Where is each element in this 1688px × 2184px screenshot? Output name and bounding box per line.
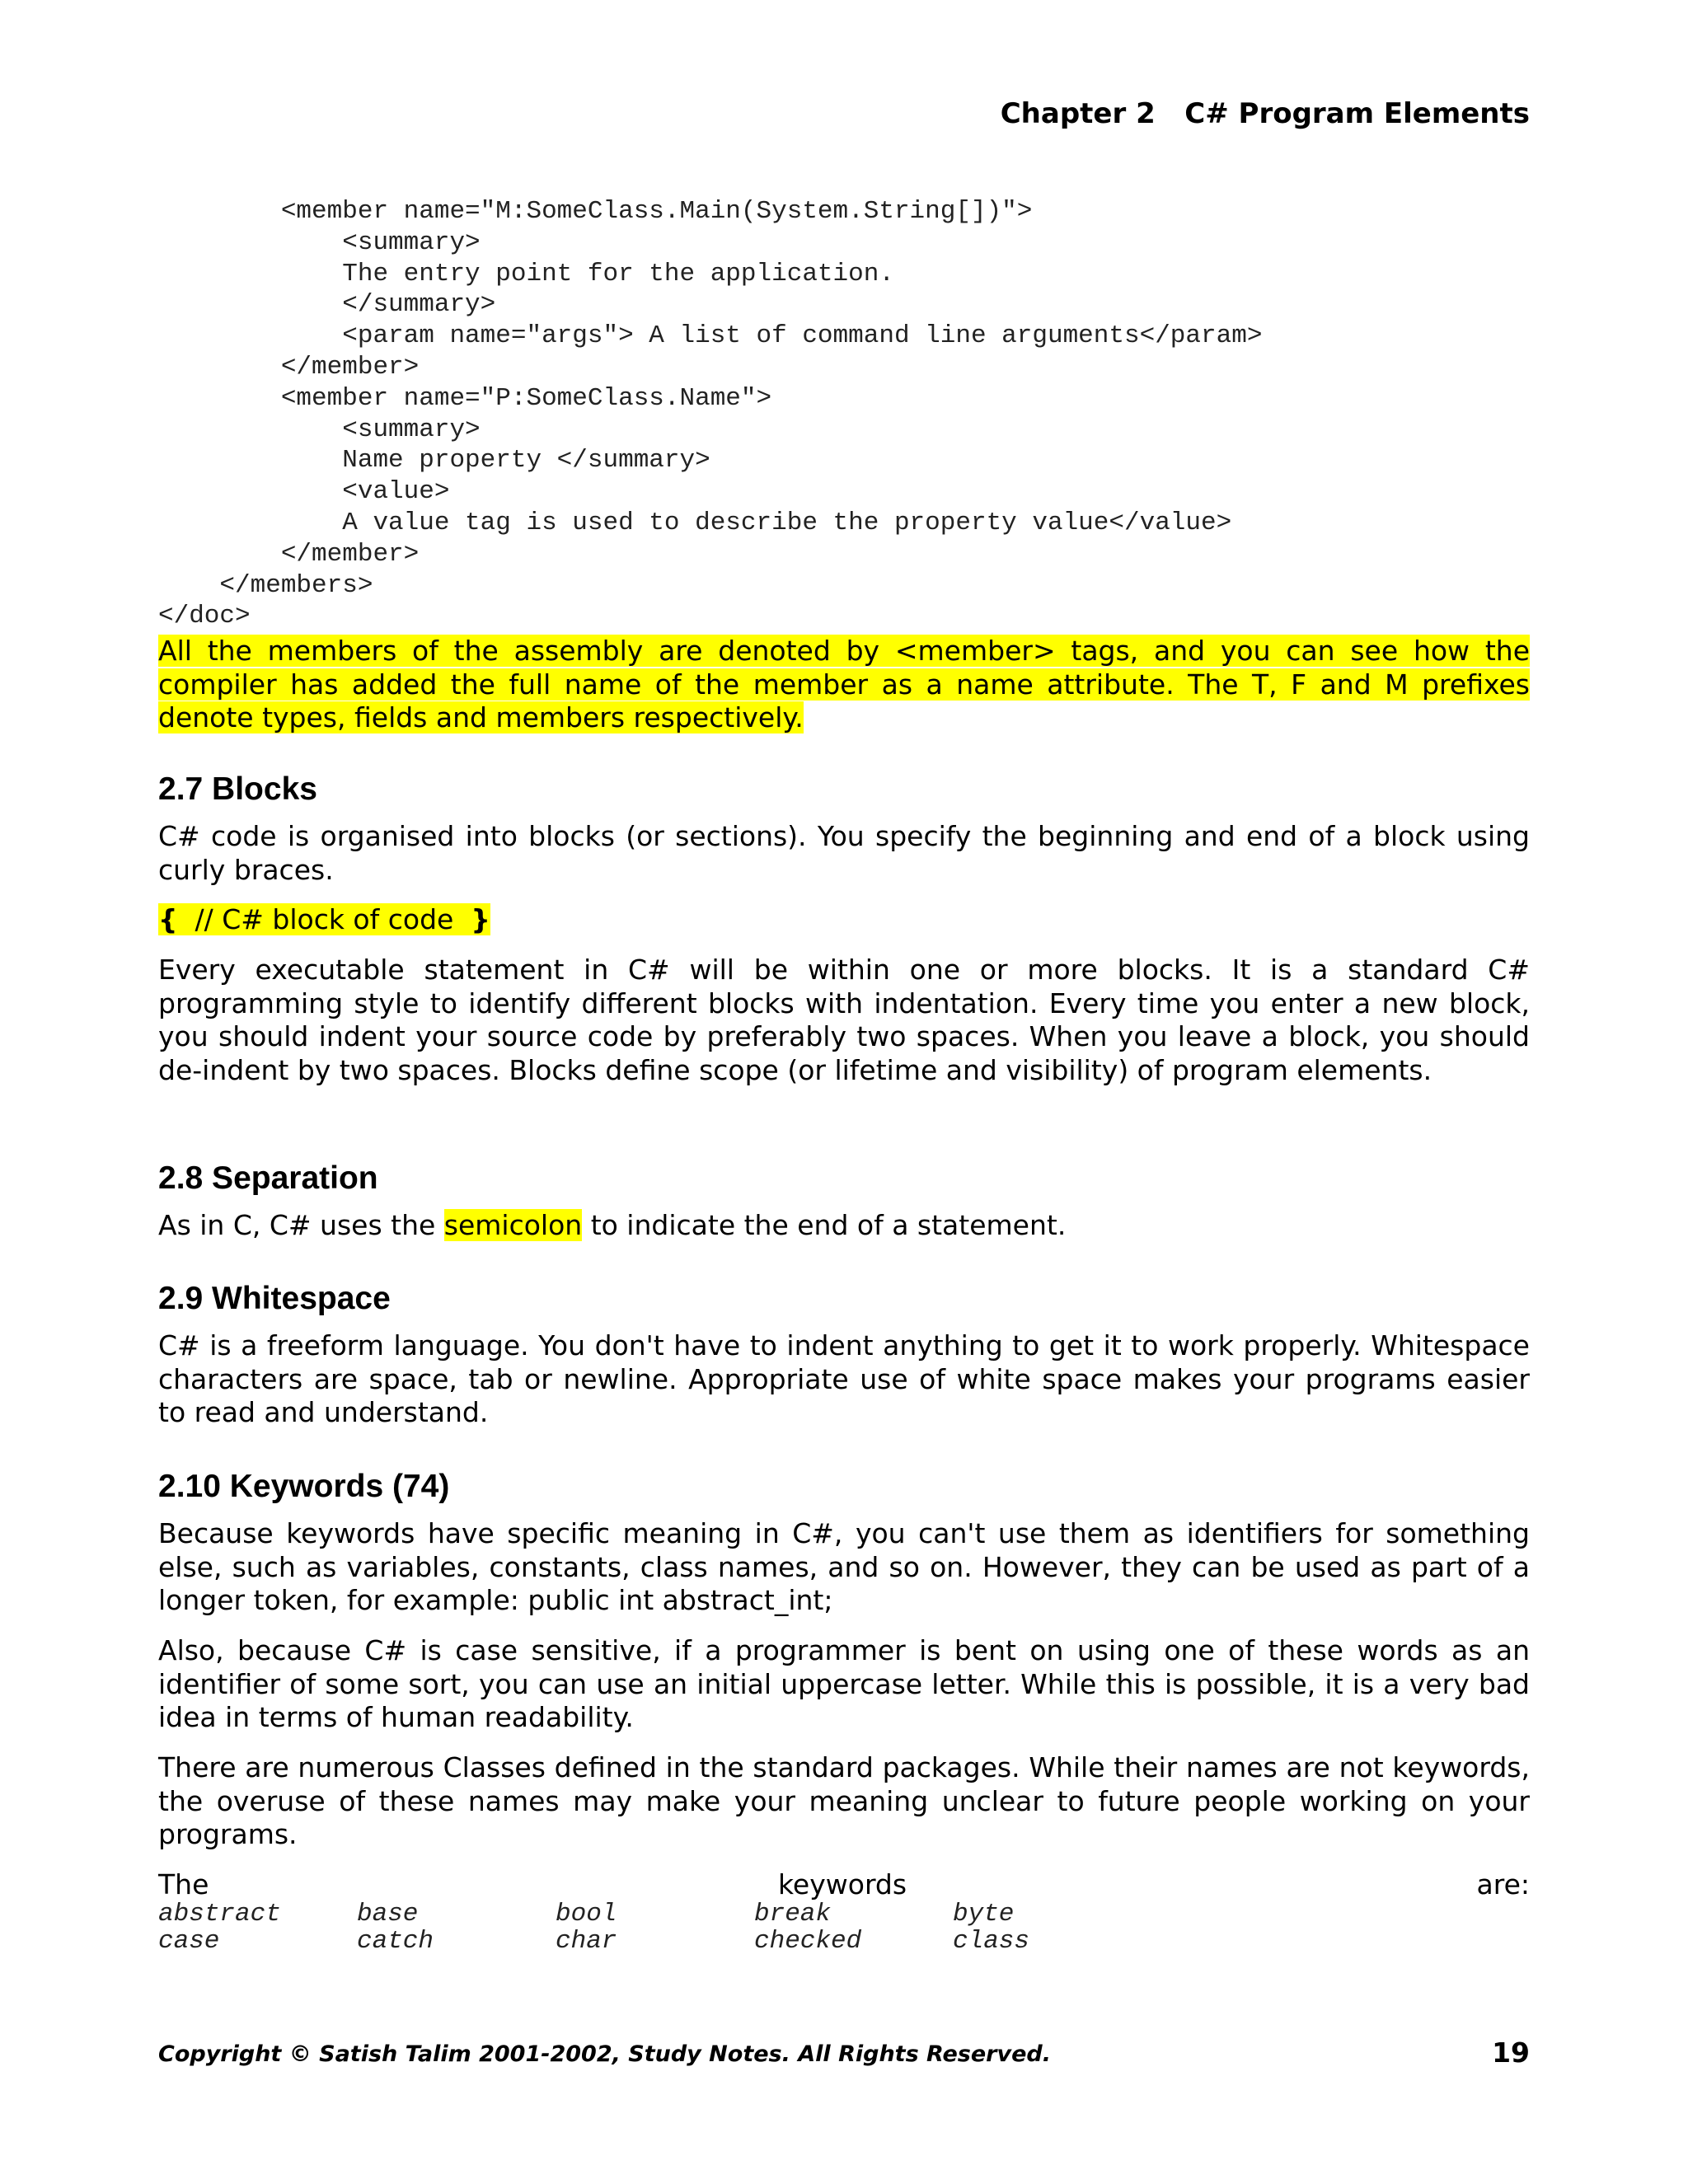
- keyword-cell: checked: [754, 1927, 862, 1956]
- semicolon-highlight: semicolon: [443, 1209, 583, 1241]
- section-heading-keywords: 2.10 Keywords (74): [158, 1469, 450, 1504]
- section-heading-whitespace: 2.9 Whitespace: [158, 1281, 391, 1316]
- code-line: A value tag is used to describe the property value</value>: [158, 508, 1232, 537]
- highlighted-text: All the members of the assembly are denoted by <member> tags, and you can see how the compiler has added the full name of the member as a name attribute. The T, F and M prefixes denote types, fields and members respectively.: [158, 635, 1530, 734]
- keywords-lead-left: The: [158, 1868, 209, 1900]
- code-line: <summary>: [158, 415, 481, 444]
- close-brace: }: [471, 903, 490, 935]
- whitespace-paragraph: C# is a freeform language. You don't have to indent anything to get it to work properly. Whitespace characters are space, tab or newline. Appropriate use of white space makes your programs easier to read and understand.: [158, 1329, 1530, 1429]
- keyword-cell: break: [754, 1900, 832, 1929]
- code-line: </member>: [158, 352, 420, 382]
- intro-paragraph-wrap: [158, 635, 1530, 735]
- code-line: </summary>: [158, 290, 496, 320]
- separation-para-wrap: [158, 1209, 1530, 1243]
- keyword-cell: char: [556, 1927, 617, 1956]
- separation-text-after: to indicate the end of a statement.: [582, 1209, 1067, 1241]
- section-heading-separation: 2.8 Separation: [158, 1160, 378, 1196]
- keywords-lead-right: are:: [1476, 1868, 1530, 1900]
- code-line: <summary>: [158, 227, 481, 257]
- code-line: </members>: [158, 570, 373, 600]
- keywords-para2-wrap: [158, 1634, 1530, 1735]
- code-line: <value>: [158, 477, 450, 507]
- keyword-cell: base: [357, 1900, 419, 1929]
- blocks-paragraph-2: Every executable statement in C# will be within one or more blocks. It is a standard C# programming style to identify different blocks with indentation. Every time you enter a new block, you should indent your source code by preferably two spaces. When you leave a block, you should de-indent by two spaces. Blocks define scope (or lifetime and visibility) of program elements.: [158, 954, 1530, 1086]
- code-line: </member>: [158, 539, 420, 569]
- blocks-paragraph-1: C# code is organised into blocks (or sections). You specify the beginning and end of a block using curly braces.: [158, 820, 1530, 886]
- separation-paragraph: [158, 1209, 1530, 1243]
- whitespace-para-wrap: [158, 1329, 1530, 1430]
- keyword-cell: bool: [556, 1900, 617, 1929]
- code-line: <member name="P:SomeClass.Name">: [158, 383, 772, 413]
- block-comment: // C# block of code: [177, 903, 471, 935]
- keyword-cell: byte: [953, 1900, 1015, 1929]
- block-example-highlight: [158, 903, 490, 935]
- keyword-cell: class: [953, 1927, 1030, 1956]
- keyword-cell: abstract: [158, 1900, 281, 1929]
- keywords-para3-wrap: [158, 1751, 1530, 1852]
- keywords-paragraph-2: Also, because C# is case sensitive, if a programmer is bent on using one of these words as an identifier of some sort, you can use an initial uppercase letter. While this is possible, it is a very bad idea in terms of human readability.: [158, 1634, 1530, 1734]
- page-number: 19: [1492, 2036, 1530, 2069]
- code-line: The entry point for the application.: [158, 259, 894, 288]
- blocks-para1-wrap: [158, 820, 1530, 887]
- section-heading-blocks: 2.7 Blocks: [158, 771, 317, 807]
- code-block-example: [158, 903, 490, 936]
- keywords-paragraph-1: Because keywords have specific meaning in C#, you can't use them as identifiers for something else, such as variables, constants, class names, and so on. However, they can be used as part of a longer token, for example: public int abstract_int;: [158, 1517, 1530, 1617]
- code-line: </doc>: [158, 602, 251, 631]
- keywords-lead-mid: keywords: [778, 1868, 907, 1900]
- code-line: Name property </summary>: [158, 446, 710, 476]
- keywords-para1-wrap: [158, 1517, 1530, 1618]
- keywords-paragraph-3: There are numerous Classes defined in the standard packages. While their names are not keywords, the overuse of these names may make your meaning unclear to future people working on your programs.: [158, 1751, 1530, 1851]
- copyright-footer: Copyright © Satish Talim 2001-2002, Study Notes. All Rights Reserved.: [158, 2041, 1051, 2067]
- separation-text-before: As in C, C# uses the: [158, 1209, 444, 1241]
- keyword-cell: catch: [357, 1927, 434, 1956]
- keyword-cell: case: [158, 1927, 220, 1956]
- code-line: <param name="args"> A list of command line arguments</param>: [158, 321, 1263, 351]
- intro-paragraph: [158, 635, 1530, 735]
- chapter-header: Chapter 2 C# Program Elements: [1000, 97, 1530, 130]
- keywords-lead-line: [158, 1868, 1530, 1901]
- xml-doc-code-block: [158, 196, 1262, 632]
- blocks-para2-wrap: [158, 954, 1530, 1087]
- open-brace: {: [158, 903, 178, 935]
- code-line: <member name="M:SomeClass.Main(System.String[])">: [158, 197, 1033, 226]
